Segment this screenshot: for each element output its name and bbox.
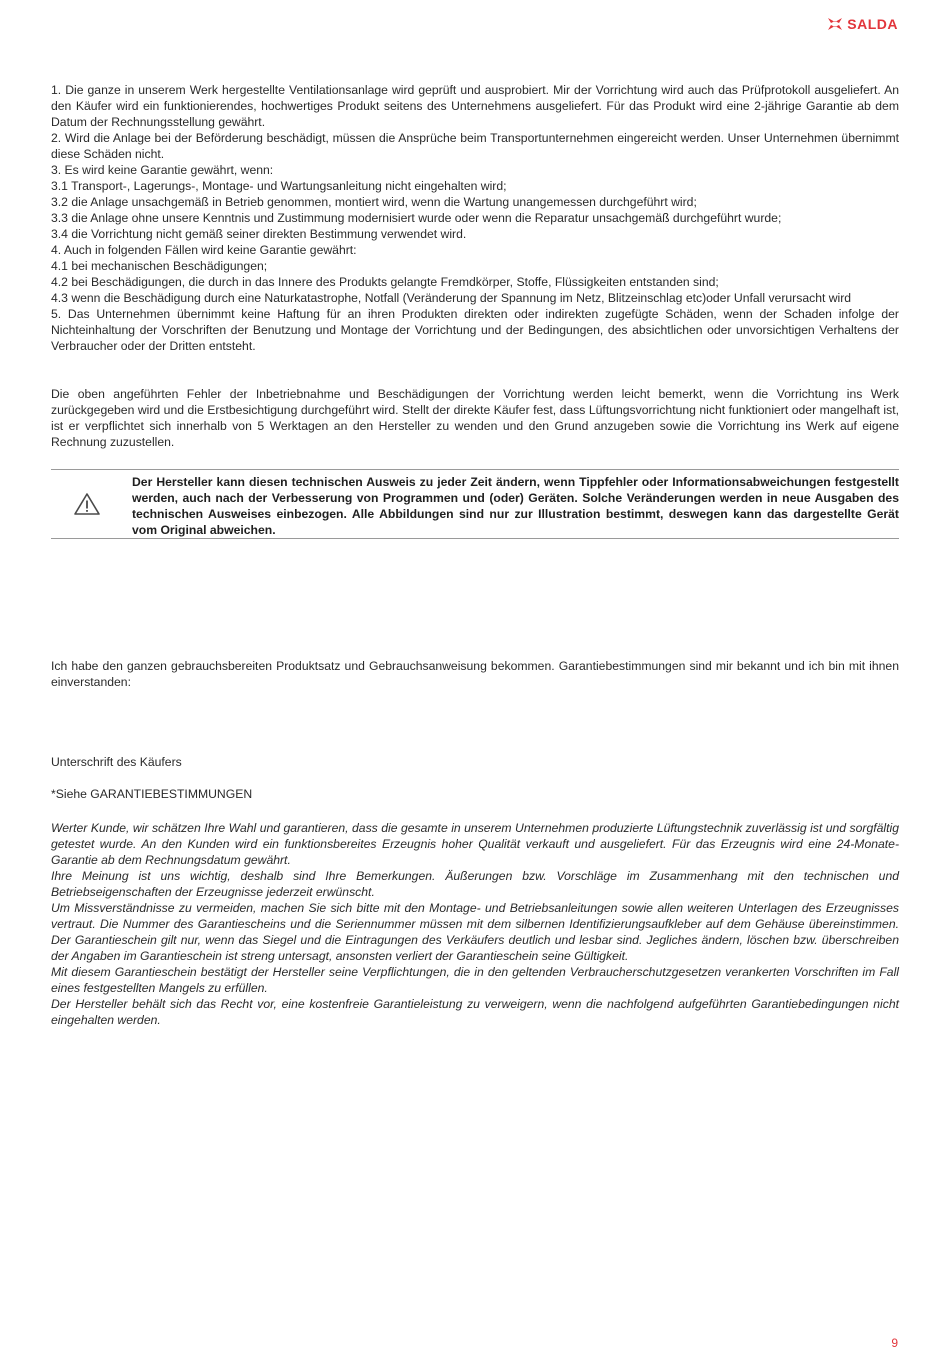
term-item: 3.4 die Vorrichtung nicht gemäß seiner direkten Bestimmung verwendet wird. xyxy=(51,227,467,241)
customer-paragraph: Werter Kunde, wir schätzen Ihre Wahl und garantieren, dass die gesamte in unserem Unternehmen produzierte Lüftungstechnik zuverlässig ist und sorgfältig getestet wurde. An den Kunden wird ein funktionsbereites Erzeugnis hoher Qualität verkauft und ausgeliefert. Für das Erzeugnis wird eine 24-Monate-Garantie ab dem Rechnungsdatum gewährt. xyxy=(51,821,899,867)
term-item: 4.2 bei Beschädigungen, die durch in das Innere des Produkts gelangte Fremdkörper, Stoffe, Flüssigkeiten entstanden sind; xyxy=(51,275,719,289)
customer-paragraph: Der Hersteller behält sich das Recht vor, eine kostenfreie Garantieleistung zu verweigern, wenn die nachfolgend aufgeführten Garantiebedingungen nicht eingehalten werden. xyxy=(51,997,899,1027)
salda-logo-icon xyxy=(827,17,843,31)
acknowledgement-text: Ich habe den ganzen gebrauchsbereiten Produktsatz und Gebrauchsanweisung bekommen. Garantiebestimmungen sind mir bekannt und ich bin mit ihnen einverstanden: xyxy=(51,659,899,689)
logo-text: SALDA xyxy=(847,16,898,32)
term-item: 3. Es wird keine Garantie gewährt, wenn: xyxy=(51,163,274,177)
customer-paragraph: Um Missverständnisse zu vermeiden, machen Sie sich bitte mit den Montage- und Betriebsanleitungen sowie allen weiteren Unterlagen des Erzeugnisses vertraut. Die Nummer des Garantiescheins und die Seriennummer müssen mit dem silbernen Identifizierungsaufkleber auf dem Gehäuse übereinstimmen. Der Garantieschein gilt nur, wenn das Siegel und die Eintragungen des Verkäufers deutlich und lesbar sind. Jegliches ändern, löschen bzw. überschreiben der Angaben im Garantieschein ist streng untersagt, ansonsten verliert der Garantieschein seine Gültigkeit. xyxy=(51,901,899,963)
term-item: 2. Wird die Anlage bei der Beförderung beschädigt, müssen die Ansprüche beim Transportunternehmen eingereicht werden. Unser Unternehmen übernimmt diese Schäden nicht. xyxy=(51,131,899,161)
term-item: 3.3 die Anlage ohne unsere Kenntnis und Zustimmung modernisiert wurde oder wenn die Reparatur unsachgemäß durchgeführt wurde; xyxy=(51,211,782,225)
notice-text: Der Hersteller kann diesen technischen Ausweis zu jeder Zeit ändern, wenn Tippfehler oder Informationsabweichungen festgestellt werden, auch nach der Verbesserung von Programmen und (oder) Geräten. Solche Veränderungen werden in neue Ausgaben des technischen Ausweises einbezogen. Alle Abbildungen sind nur zur Illustration bestimmt, deswegen kann das dargestellte Gerät vom Original abweichen. xyxy=(132,475,899,537)
term-item: 3.2 die Anlage unsachgemäß in Betrieb genommen, montiert wird, wenn die Wartung unangemessen durchgeführt wird; xyxy=(51,195,697,209)
customer-paragraph: Ihre Meinung ist uns wichtig, deshalb sind Ihre Bemerkungen. Äußerungen bzw. Vorschläge im Zusammenhang mit den technischen und Betriebseigenschaften der Erzeugnisse jederzeit erwünscht. xyxy=(51,869,899,899)
salda-logo xyxy=(827,16,898,32)
page-number: 9 xyxy=(891,1336,898,1350)
see-warranty-terms: *Siehe GARANTIEBESTIMMUNGEN xyxy=(51,787,253,801)
buyer-signature-label: Unterschrift des Käufers xyxy=(51,755,182,769)
term-item: 3.1 Transport-, Lagerungs-, Montage- und Wartungsanleitung nicht eingehalten wird; xyxy=(51,179,507,193)
term-item: 1. Die ganze in unserem Werk hergestellte Ventilationsanlage wird geprüft und ausprobiert. Mir der Vorrichtung wird auch das Prüfprotokoll ausgeliefert. An den Käufer wird ein funktionierendes, hochwertiges Produkt seitens des Unternehmens ausgeliefert. Für das Produkt wird eine 2-jährige Garantie ab dem Datum der Rechnungsstellung gewährt. xyxy=(51,83,899,129)
customer-message xyxy=(51,820,899,1028)
term-item: 4.1 bei mechanischen Beschädigungen; xyxy=(51,259,268,273)
defects-paragraph: Die oben angeführten Fehler der Inbetriebnahme und Beschädigungen der Vorrichtung werden leicht bemerkt, wenn die Vorrichtung ins Werk zurückgegeben wird und die Erstbesichtigung durchgeführt wird. Stellt der direkte Käufer fest, dass Lüftungsvorrichtung nicht funktioniert oder mangelhaft ist, ist er verpflichtet sich innerhalb von 5 Werktagen an den Hersteller zu wenden und den Grund anzugeben sowie die Vorrichtung ins Werk auf eigene Rechnung zuzustellen. xyxy=(51,387,899,449)
term-item: 4.3 wenn die Beschädigung durch eine Naturkatastrophe, Notfall (Veränderung der Spannung im Netz, Blitzeinschlag etc)oder Unfall verursacht wird xyxy=(51,291,852,305)
term-item: 5. Das Unternehmen übernimmt keine Haftung für an ihren Produkten direkten oder indirekten zugefügte Schäden, wenn der Schaden infolge der Nichteinhaltung der Vorschriften der Benutzung und Montage der Vorrichtung und der Bedingungen, des absichtlichen oder unvorsichtigen Verhaltens der Verbraucher oder der Dritten entsteht. xyxy=(51,307,899,353)
customer-paragraph: Mit diesem Garantieschein bestätigt der Hersteller seine Verpflichtungen, die in den geltenden Verbraucherschutzgesetzen verankerten Vorschriften im Fall eines festgestellten Mangels zu erfüllen. xyxy=(51,965,899,995)
manufacturer-notice xyxy=(51,469,899,539)
warning-icon xyxy=(73,492,101,516)
warranty-terms xyxy=(51,82,899,354)
term-item: 4. Auch in folgenden Fällen wird keine Garantie gewährt: xyxy=(51,243,357,257)
